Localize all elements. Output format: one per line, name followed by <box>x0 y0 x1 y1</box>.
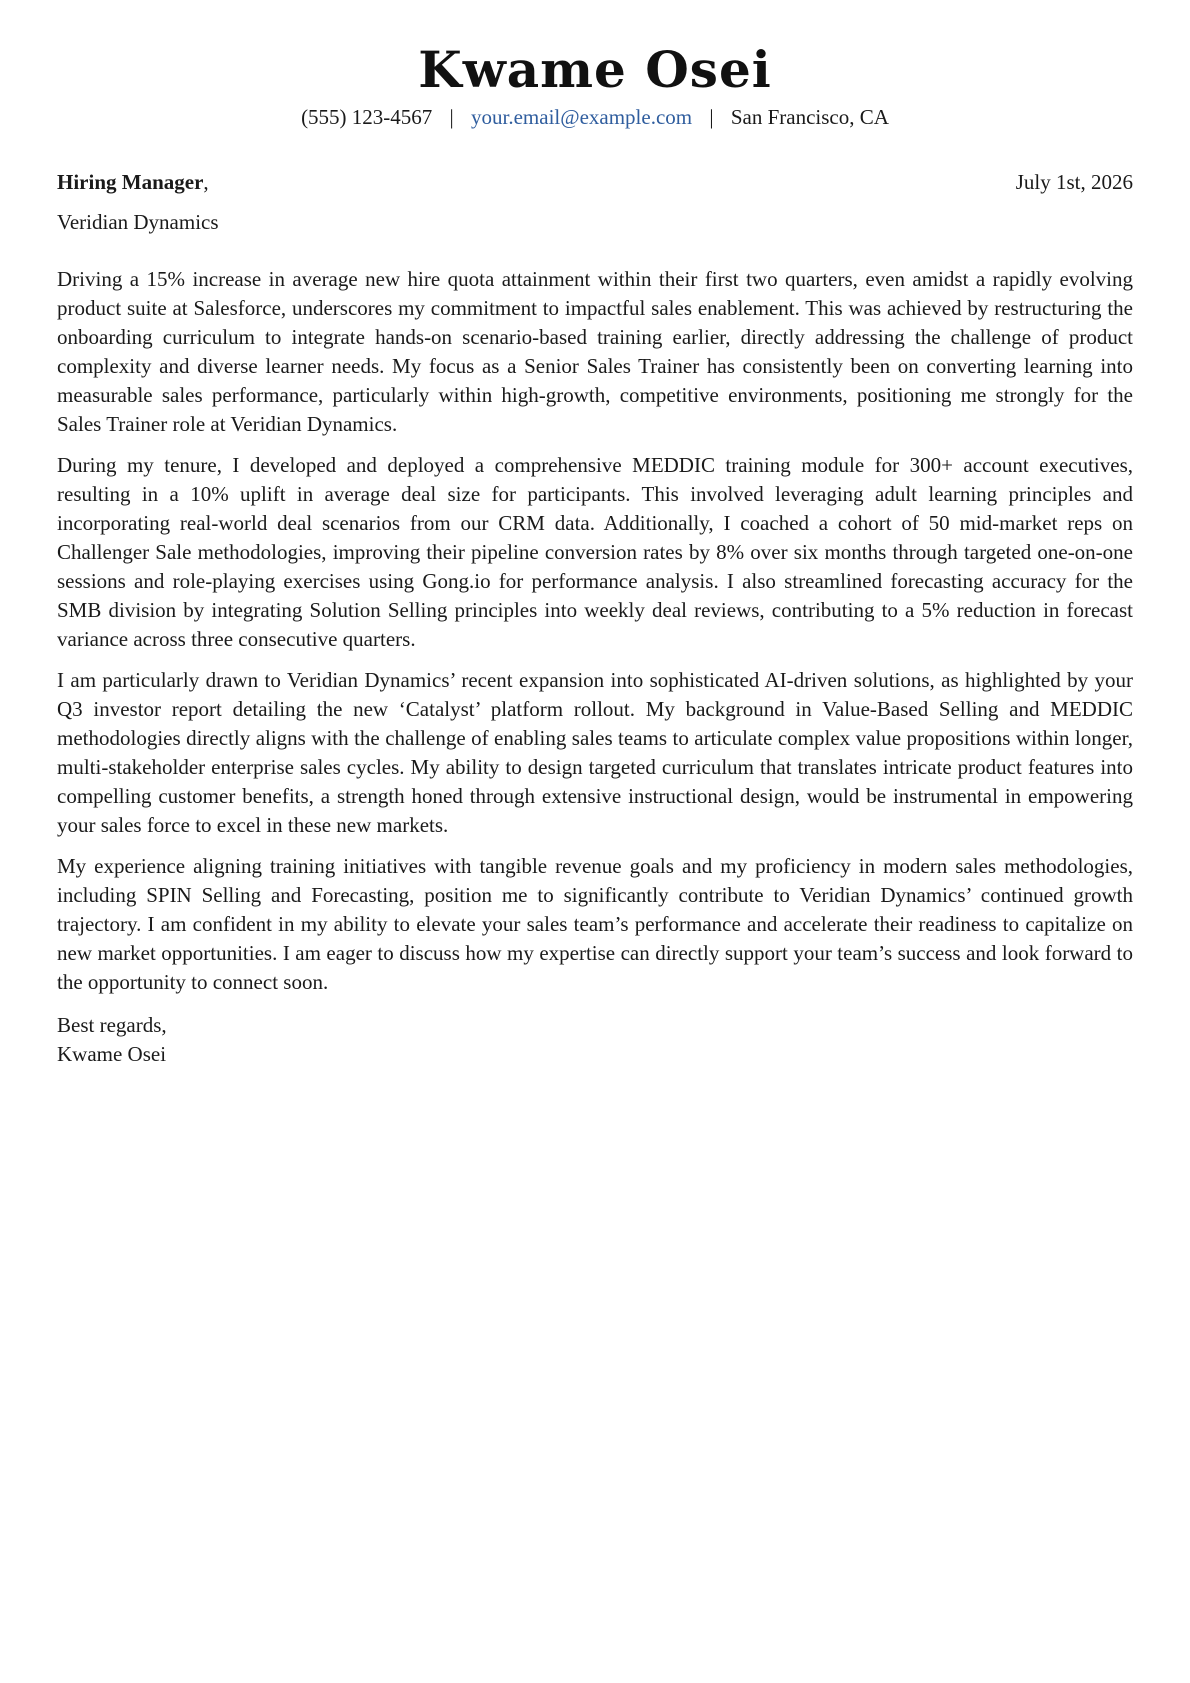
signature-name: Kwame Osei <box>57 1042 167 1066</box>
letter-date: July 1st, 2026 <box>1015 170 1133 194</box>
letter-closing <box>57 1011 1133 1069</box>
phone-number: (555) 123-4567 <box>301 105 433 129</box>
body-paragraph: Driving a 15% increase in average new hire quota attainment within their first two quarters, even amidst a rapidly evolving product suite at Salesforce, underscores my commitment to impactful sales enablement. This was achieved by restructuring the onboarding curriculum to integrate hands-on scenario-based training earlier, directly addressing the challenge of product complexity and diverse learner needs. My focus as a Senior Sales Trainer has consistently been on converting learning into measurable sales performance, particularly within high-growth, competitive environments, positioning me strongly for the Sales Trainer role at Veridian Dynamics. <box>57 267 1133 436</box>
recipient-company: Veridian Dynamics <box>57 210 219 234</box>
contact-separator: | <box>449 105 454 129</box>
salutation <box>57 170 209 195</box>
contact-line <box>57 105 1133 130</box>
body-paragraph: My experience aligning training initiatives with tangible revenue goals and my proficiency in modern sales methodologies, including SPIN Selling and Forecasting, position me to significantly contribute to Veridian Dynamics’ continued growth trajectory. I am confident in my ability to elevate your sales team’s performance and accelerate their readiness to capitalize on new market opportunities. I am eager to discuss how my expertise can directly support your team’s success and look forward to the opportunity to connect soon. <box>57 854 1133 994</box>
body-paragraph: During my tenure, I developed and deployed a comprehensive MEDDIC training module for 300+ account executives, resulting in a 10% uplift in average deal size for participants. This involved leveraging adult learning principles and incorporating real-world deal scenarios from our CRM data. Additionally, I coached a cohort of 50 mid-market reps on Challenger Sale methodologies, improving their pipeline conversion rates by 8% over six months through targeted one-on-one sessions and role-playing exercises using Gong.io for performance analysis. I also streamlined forecasting accuracy for the SMB division by integrating Solution Selling principles into weekly deal reviews, contributing to a 5% reduction in forecast variance across three consecutive quarters. <box>57 453 1133 651</box>
recipient-date-row <box>57 170 1133 195</box>
letter-body <box>57 265 1133 997</box>
location: San Francisco, CA <box>730 105 889 129</box>
recipient-name: Hiring Manager <box>57 170 204 194</box>
email-link[interactable]: your.email@example.com <box>471 105 693 129</box>
sign-off: Best regards, <box>57 1013 167 1037</box>
sender-name: Kwame Osei <box>418 40 772 99</box>
contact-separator: | <box>709 105 714 129</box>
body-paragraph: I am particularly drawn to Veridian Dynamics’ recent expansion into sophisticated AI-driven solutions, as highlighted by your Q3 investor report detailing the new ‘Catalyst’ platform rollout. My background in Value-Based Selling and MEDDIC methodologies directly aligns with the challenge of enabling sales teams to articulate complex value propositions within longer, multi-stakeholder enterprise sales cycles. My ability to design targeted curriculum that translates intricate product features into compelling customer benefits, a strength honed through extensive instructional design, would be instrumental in empowering your sales force to excel in these new markets. <box>57 668 1133 837</box>
salutation-punctuation: , <box>203 170 209 194</box>
